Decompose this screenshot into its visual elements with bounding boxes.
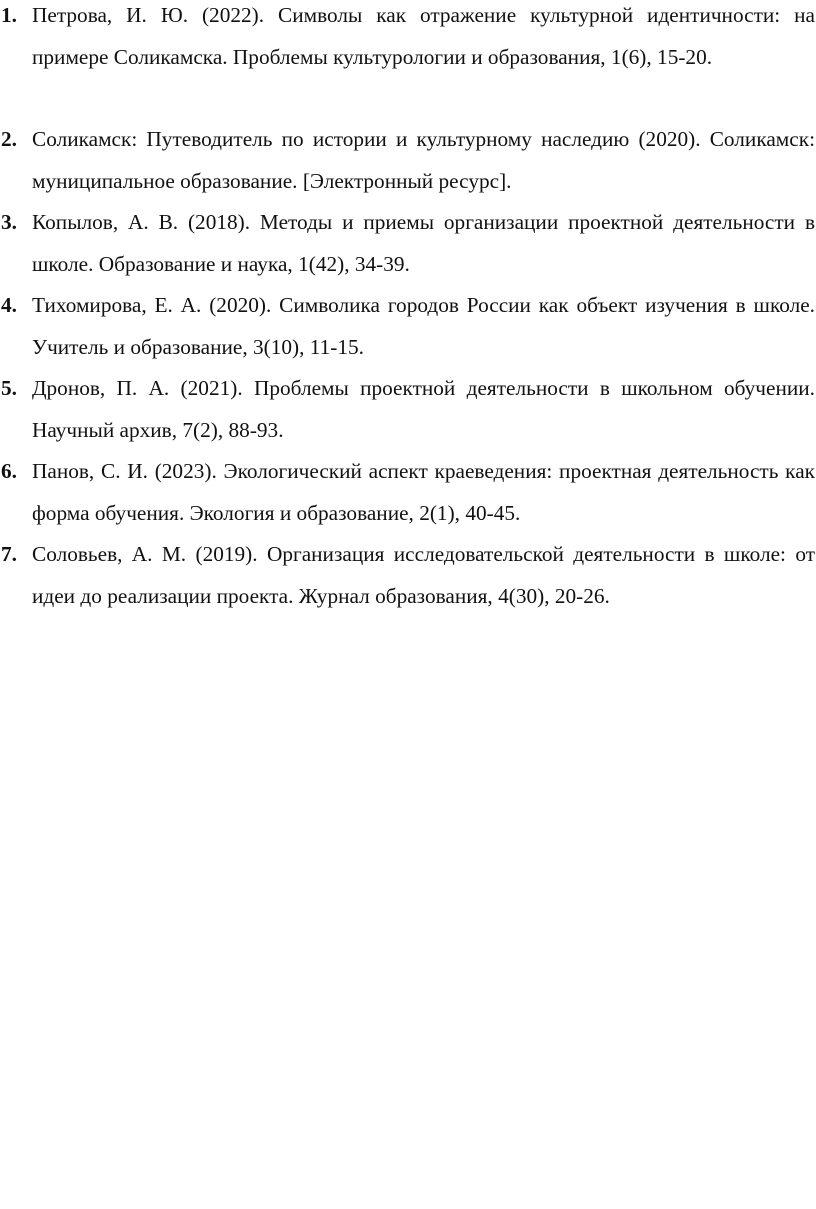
reference-number: 4. <box>1 293 17 317</box>
reference-item <box>0 0 816 78</box>
reference-text: Дронов, П. А. (2021). Проблемы проектной деятельности в школьном обучении. Научный архив, 7(2), 88-93. <box>32 376 815 442</box>
reference-number: 5. <box>1 376 17 400</box>
reference-text: Петрова, И. Ю. (2022). Символы как отражение культурной идентичности: на примере Соликамска. Проблемы культурологии и образования, 1(6), 15-20. <box>32 3 815 69</box>
reference-item <box>0 368 816 451</box>
reference-item <box>0 451 816 534</box>
reference-item <box>0 534 816 617</box>
reference-text: Соловьев, А. М. (2019). Организация исследовательской деятельности в школе: от идеи до реализации проекта. Журнал образования, 4(30), 20-26. <box>32 542 815 608</box>
reference-item <box>0 119 816 202</box>
reference-number: 2. <box>1 127 17 151</box>
reference-item <box>0 202 816 285</box>
reference-text: Тихомирова, Е. А. (2020). Символика городов России как объект изучения в школе. Учитель и образование, 3(10), 11-15. <box>32 293 815 359</box>
reference-text: Соликамск: Путеводитель по истории и культурному наследию (2020). Соликамск: муниципальное образование. [Электронный ресурс]. <box>32 127 815 193</box>
reference-number: 6. <box>1 459 17 483</box>
reference-text: Панов, С. И. (2023). Экологический аспект краеведения: проектная деятельность как форма обучения. Экология и образование, 2(1), 40-45. <box>32 459 815 525</box>
reference-text: Копылов, А. В. (2018). Методы и приемы организации проектной деятельности в школе. Образование и наука, 1(42), 34-39. <box>32 210 815 276</box>
reference-number: 3. <box>1 210 17 234</box>
reference-number: 7. <box>1 542 17 566</box>
reference-number: 1. <box>1 3 17 27</box>
reference-item <box>0 285 816 368</box>
